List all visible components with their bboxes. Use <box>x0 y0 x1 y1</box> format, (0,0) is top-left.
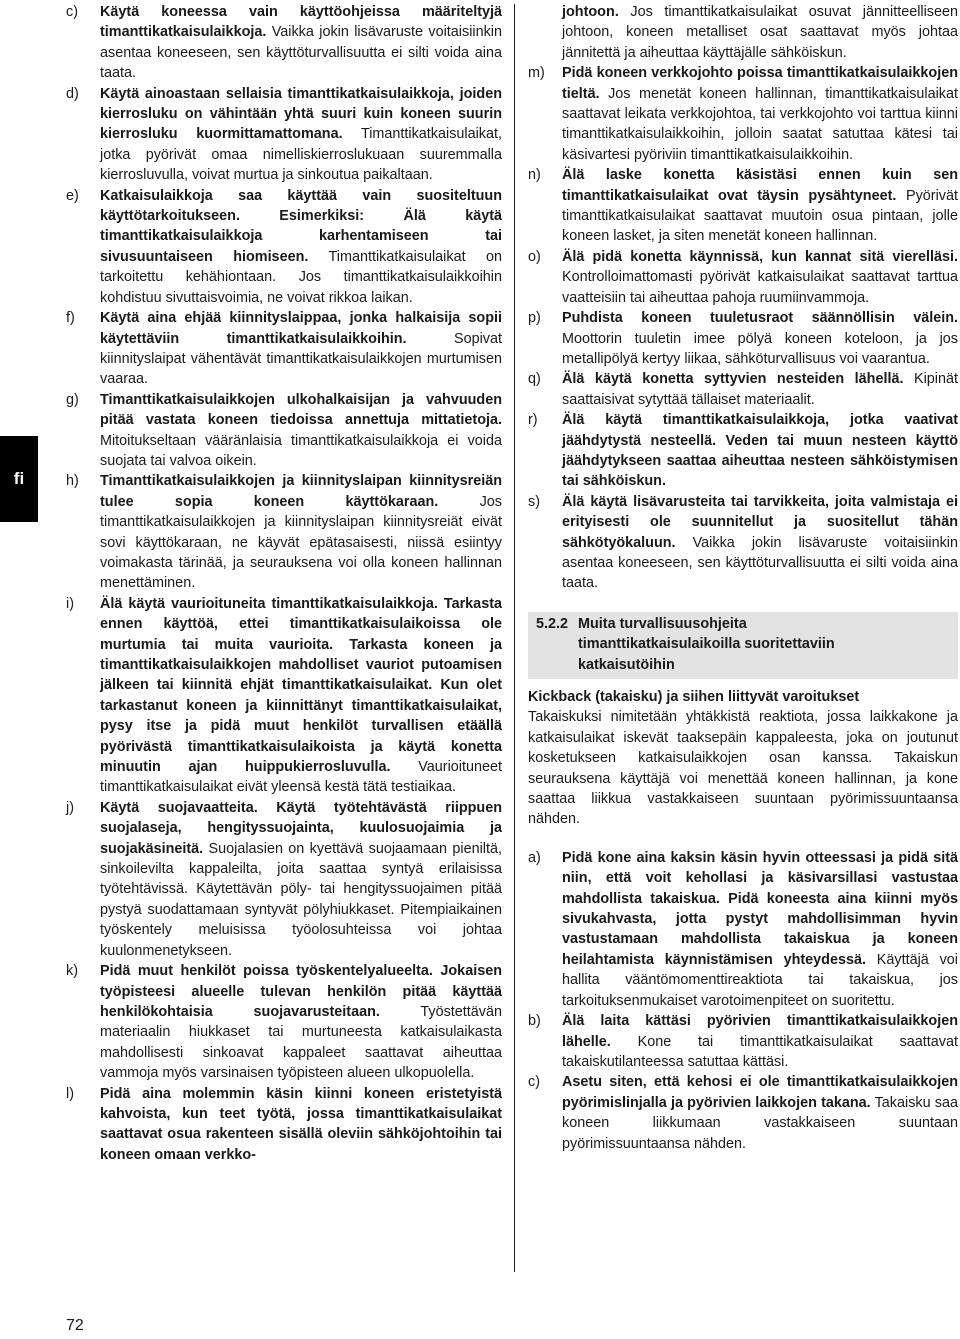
item-text: Mitoitukseltaan vääränlaisia timanttikatkaisulaikkoja ei voida suojata tai valvoa oikein. <box>100 432 502 469</box>
item-body <box>100 798 502 961</box>
item-body <box>562 247 958 308</box>
item-bold-text: Pidä kone aina kaksin käsin hyvin otteessasi ja pidä sitä niin, että voit kehollasi ja käsivarsillasi vastustaa mahdollista takaiskua. Pidä koneesta aina kiinni myös sivukahvasta, jotta pystyt mahdollisimman hyvin vastustamaan mahdollista takaiskua ja koneen heilahtamista käynnistämisen yhteydessä. <box>562 849 958 968</box>
item-body <box>100 2 502 84</box>
item-letter: p) <box>528 310 541 327</box>
item-letter: m) <box>528 65 545 82</box>
item-letter: d) <box>66 85 79 102</box>
list-item-n <box>528 165 958 247</box>
item-bold-text: Älä käytä timanttikatkaisulaikkoja, jotka vaativat jäähdytystä nesteellä. Veden tai muun nesteen käyttö jäähdytykseen saattaa aiheuttaa nesteen sähköistymisen tai sähköiskun. <box>562 412 958 490</box>
item-letter: k) <box>66 963 78 980</box>
list-item-d <box>66 84 502 186</box>
item-body <box>562 63 958 165</box>
section-heading-line <box>536 614 950 634</box>
list-item-p <box>528 308 958 369</box>
language-tab <box>0 436 38 522</box>
item-body <box>100 186 502 308</box>
item-body <box>562 1011 958 1072</box>
item-bold-text: johtoon. <box>562 4 619 20</box>
item-bold-text: Puhdista koneen tuuletusraot säännöllisin välein. <box>562 310 958 327</box>
item-letter: e) <box>66 187 79 204</box>
item-text: Jos timanttikatkaisulaikkojen ja kiinnityslaipan kiinnitysreiät eivät sovi käyttökaraan, ne käyvät epätasaisesti, niissä esiintyy voimakasta tärinää, ja seurauksena voi olla koneen hallinnan menettäminen. <box>100 493 502 592</box>
item-bold-text: Älä laita kättäsi pyörivien timanttikatkaisulaikkojen lähelle. <box>562 1013 958 1050</box>
item-body <box>562 165 958 247</box>
item-letter: l) <box>66 1085 74 1102</box>
item-text: Sopivat kiinnityslaipat vähentävät timanttikatkaisulaikkojen murtumisen vaaraa. <box>100 330 502 388</box>
kickback-item-b <box>528 1011 958 1072</box>
item-letter: c) <box>66 4 78 20</box>
item-body <box>100 390 502 472</box>
item-text: Vaikka jokin lisävaruste voitaisiinkin asentaa koneeseen, sen käyttöturvallisuutta ei silti voida aina taata. <box>562 534 958 592</box>
right-column <box>528 2 958 1154</box>
item-text: Suojalasien on kyettävä suojaamaan pieniltä, sinkoilevilta kappaleilta, joita saattaa syntyä erilaisissa työtehtävissä. Käytettävän pöly- tai hengityssuojaimen pitää pystyä suodattamaan syntyvät pölyhiukkaset. Pitempiaikainen työskentely meluisissa työolosuhteissa voi johtaa kuulonmenetykseen. <box>100 840 502 959</box>
page-number: 72 <box>66 1317 84 1334</box>
list-item-q <box>528 369 958 410</box>
item-bold-text: Käytä suojavaatteita. Käytä työtehtävästä riippuen suojalaseja, hengityssuojainta, kuulosuojaimia ja suojakäsineitä. <box>100 799 502 857</box>
section-title-line1: Muita turvallisuusohjeita <box>578 615 747 632</box>
list-item-k <box>66 961 502 1083</box>
item-text: Jos timanttikatkaisulaikat osuvat jännitteelliseen johtoon, koneen metalliset osat saattavat myös johtaa jännitettä ja aiheuttaa käyttäjälle sähköiskun. <box>562 4 958 61</box>
item-letter: g) <box>66 391 79 408</box>
item-body <box>562 410 958 492</box>
item-bold-text: Timanttikatkaisulaikkojen ulkohalkaisijan ja vahvuuden pitää vastata koneen tiedoissa annettuja mittatietoja. <box>100 391 502 429</box>
continued-item-l <box>528 2 958 63</box>
item-bold-text: Älä käytä konetta syttyvien nesteiden lähellä. <box>562 371 904 388</box>
item-text: Timanttikatkaisulaikat on tarkoitettu kehähiontaan. Jos timanttikatkaisulaikkoihin kohdistuu sivuttaisvoimia, ne voivat rikkoa laikan. <box>100 248 502 306</box>
section-heading-line <box>536 634 950 654</box>
section-title-line2: timanttikatkaisulaikoilla suoritettaviin <box>578 636 835 653</box>
item-bold-text: Asetu siten, että kehosi ei ole timanttikatkaisulaikkojen pyörimislinjalla ja pyörivien laikkojen takana. <box>562 1074 958 1111</box>
item-letter: r) <box>528 412 538 429</box>
item-bold-text: Älä käytä lisävarusteita tai tarvikkeita, joita valmistaja ei erityisesti ole suunnitellut ja suositellut tähän sähkötyökaluun. <box>562 493 958 551</box>
list-item-g <box>66 390 502 472</box>
item-letter: h) <box>66 473 79 490</box>
item-letter: n) <box>528 167 541 184</box>
list-item-o <box>528 247 958 308</box>
item-text: Kontrolloimattomasti pyörivät katkaisulaikat saattavat tarttua vaatteisiin tai aiheuttaa pahoja ruumiinvammoja. <box>562 269 958 306</box>
kickback-heading: Kickback (takaisku) ja siihen liittyvät varoitukset <box>528 689 860 705</box>
item-letter: o) <box>528 248 541 265</box>
item-bold-text: Käytä ainoastaan sellaisia timanttikatkaisulaikkoja, joiden kierrosluku on vähintään yhtä suuri kuin koneen suurin kierrosluku kuormittamattomana. <box>100 85 502 143</box>
item-bold-text: Käytä aina ehjää kiinnityslaippaa, jonka halkaisija sopii käytettäviin timanttikatkaisulaikkoihin. <box>100 310 502 347</box>
item-bold-text: Älä laske konetta käsistäsi ennen kuin sen timanttikatkaisulaikat ovat täysin pysähtyneet. <box>562 167 958 204</box>
item-bold-text: Älä pidä konetta käynnissä, kun kannat sitä vierelläsi. <box>562 248 958 265</box>
list-item-c <box>66 2 502 84</box>
item-bold-text: Pidä aina molemmin käsin kiinni koneen eristetyistä kahvoista, kun teet työtä, jossa timanttikatkaisulaikat saattavat osua rakenteen sisällä oleviin sähköjohtoihin tai koneen omaan verkko- <box>100 1085 502 1163</box>
item-body <box>100 961 502 1083</box>
list-item-s <box>528 492 958 594</box>
section-indent <box>536 634 578 654</box>
item-letter: c) <box>528 1074 540 1091</box>
item-text: Kone tai timanttikatkaisulaikat saattavat takaiskutilanteessa satuttaa kättäsi. <box>562 1033 958 1070</box>
item-text: Jos menetät koneen hallinnan, timanttikatkaisulaikat saattavat leikata verkkojohtoa, tai verkkojohto voi tarttua kiinni timanttikatkaisulaikkoihin, jolloin saatat satuttaa kätesi tai käsivartesi pyöriviin timanttikatkaisulaikkoihin. <box>562 85 958 163</box>
item-text: Työstettävän materiaalin hiukkaset tai murtuneesta katkaisulaikasta mahdollisesti sinkoavat kappaleet saattavat aiheuttaa vammoja myös varsinaisen työpisteen alueen ulkopuolella. <box>100 1003 502 1082</box>
item-text: Pyörivät timanttikatkaisulaikat saattavat muutoin osua pintaan, jolle koneen lasket, ja siten menetät koneen hallinnan. <box>562 187 958 245</box>
item-bold-text: Pidä muut henkilöt poissa työskentelyalueelta. Jokaisen työpisteesi alueelle tulevan henkilön pitää käyttää henkilökohtaisia suojavarusteitaan. <box>100 963 502 1020</box>
list-item-j <box>66 798 502 961</box>
item-body <box>100 594 502 798</box>
spacer <box>528 830 958 848</box>
item-text: Timanttikatkaisulaikat, jotka pyörivät omaa nimelliskierroslukuaan suuremmalla kierrosluvulla, voivat murtua ja sinkoutua paikaltaan. <box>100 126 502 184</box>
item-text: Vaurioituneet timanttikatkaisulaikat eivät yleensä kestä tätä testiaikaa. <box>100 759 502 796</box>
language-code: fi <box>13 469 25 488</box>
section-heading-line <box>536 655 950 675</box>
list-item-m <box>528 63 958 165</box>
section-heading <box>528 612 958 679</box>
item-body <box>562 848 958 1011</box>
kickback-item-c <box>528 1072 958 1154</box>
item-text: Käyttäjä voi hallita vääntömomenttireaktiota tai takaiskua, jos tarkoituksenmukaiset varotoimenpiteet on suoritettu. <box>562 951 959 1009</box>
item-body <box>100 471 502 593</box>
item-body <box>562 492 958 594</box>
item-body <box>100 1084 502 1166</box>
column-divider <box>514 4 515 1272</box>
item-body <box>562 369 958 410</box>
kickback-item-a <box>528 848 958 1011</box>
list-item-l <box>66 1084 502 1166</box>
item-letter: f) <box>66 310 75 327</box>
item-text: Takaisku saa koneen liikkumaan vastakkaiseen suuntaan pyörimissuuntaansa nähden. <box>562 1094 958 1152</box>
list-item-e <box>66 186 502 308</box>
item-letter: b) <box>528 1013 541 1030</box>
item-body <box>562 1072 958 1154</box>
item-body <box>100 308 502 390</box>
list-item-h <box>66 471 502 593</box>
item-letter: j) <box>66 799 74 816</box>
kickback-paragraph: Takaiskuksi nimitetään yhtäkkistä reaktiota, jossa laikkakone ja katkaisulaikat iskevät taaksepäin kappaleesta, joka on joutunut kosketukseen katkaisulaikkojen osan kanssa. Takaiskun seurauksena käyttäjä voi menettää koneen hallinnan, ja kone saattaa liikkua vastakkaiseen suuntaan pyörimissuuntaansa nähden. <box>528 709 958 828</box>
item-letter: s) <box>528 493 540 510</box>
item-body <box>562 308 958 369</box>
item-letter: i) <box>66 595 74 612</box>
item-bold-text: Pidä koneen verkkojohto poissa timanttikatkaisulaikkojen tieltä. <box>562 65 958 102</box>
item-body <box>100 84 502 186</box>
section-number: 5.2.2 <box>536 615 569 632</box>
list-item-r <box>528 410 958 492</box>
item-text: Moottorin tuuletin imee pölyä koneen koteloon, ja jos metallipölyä kertyy liikaa, sähköturvallisuus voi vaarantua. <box>562 330 958 367</box>
list-item-i <box>66 594 502 798</box>
item-text: Kipinät saattaisivat sytyttää tällaiset materiaalit. <box>562 371 958 408</box>
item-bold-text: Älä käytä vaurioituneita timanttikatkaisulaikkoja. Tarkasta ennen käyttöä, ettei timanttikatkaisulaikoissa ole murtumia tai muita vaurioita. Tarkasta koneen ja timanttikatkaisulaikkojen mahdolliset vauriot putoamisen jälkeen tai kiinnitä ehjät timanttikatkaisulaikat. Kun olet tarkastanut koneen ja kiinnittänyt timanttikatkaisulaikat, pysy itse ja pidä muut henkilöt turvallisen etäällä pyörivästä timanttikatkaisulaikoista ja käytä konetta minuutin ajan huippukierrosluvulla. <box>100 595 502 776</box>
item-text: Vaikka jokin lisävaruste voitaisiinkin asentaa koneeseen, sen käyttöturvallisuutta ei silti voida aina taata. <box>100 24 502 82</box>
section-title-line3: katkaisutöihin <box>578 656 675 673</box>
item-bold-text: Katkaisulaikkoja saa käyttää vain suositeltuun käyttötarkoitukseen. Esimerkiksi: Älä käytä timanttikatkaisulaikkoja karhentamiseen tai sivusuuntaiseen hiomiseen. <box>100 187 502 265</box>
item-letter: q) <box>528 371 541 388</box>
list-item-f <box>66 308 502 390</box>
section-indent <box>536 655 578 675</box>
item-bold-text: Timanttikatkaisulaikkojen ja kiinnityslaipan kiinnitysreiän tulee sopia koneen käyttökaraan. <box>100 473 502 510</box>
item-letter: a) <box>528 849 541 866</box>
item-bold-text: Käytä koneessa vain käyttöohjeissa määriteltyjä timanttikatkaisulaikkoja. <box>100 4 502 41</box>
left-column <box>66 2 502 1165</box>
